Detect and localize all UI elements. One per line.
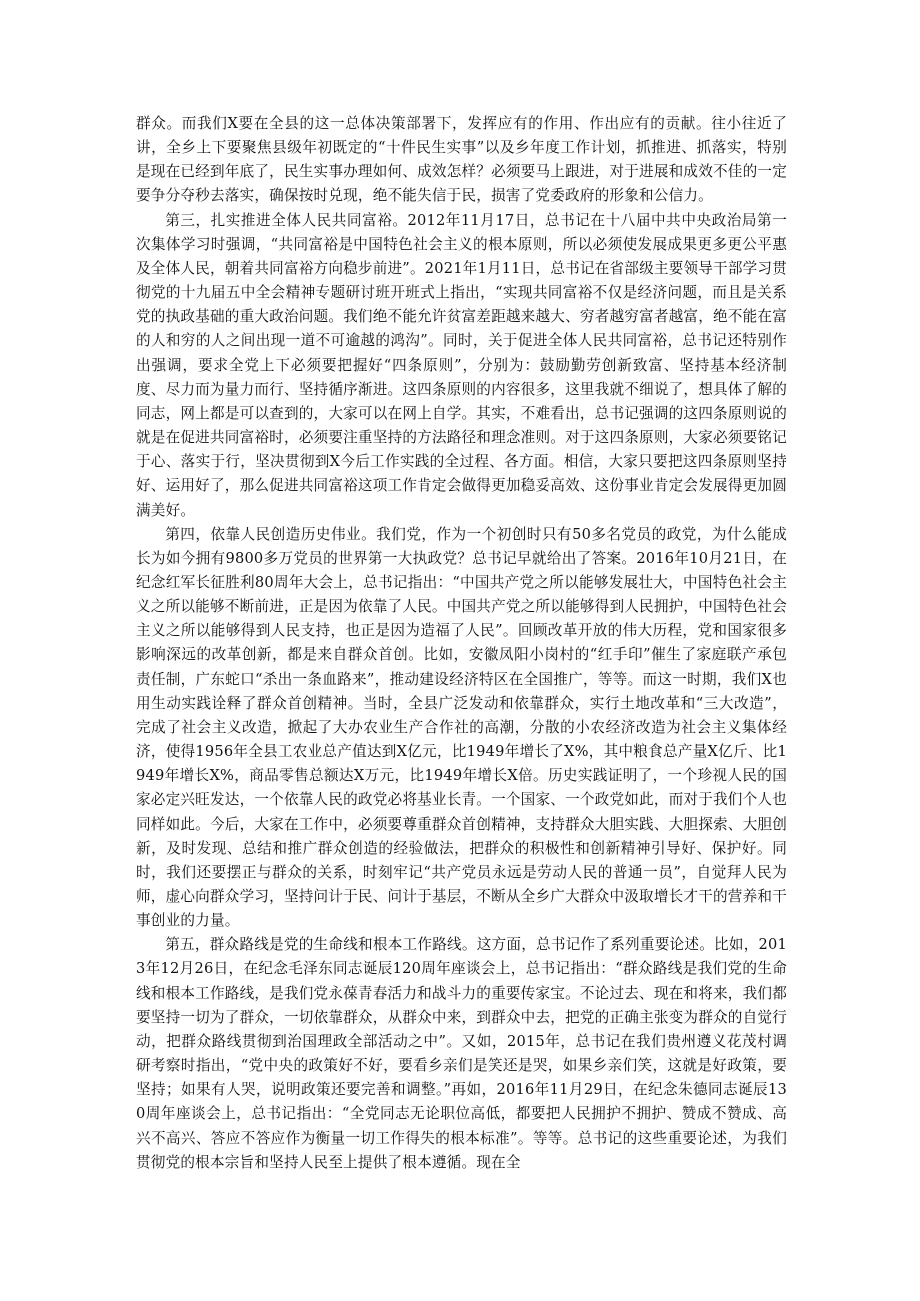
paragraph-continuation: 群众。而我们X要在全县的这一总体决策部署下，发挥应有的作用、作出应有的贡献。往小往近了讲，全乡上下要聚焦县级年初既定的“十件民生实事”以及乡年度工作计划，抓推进、抓落实，特别是现在已经到年底了，民生实事办理如何、成效怎样？必须要马上跟进，对于进展和成效不佳的一定要争分夺秒去落实，确保按时兑现，绝不能失信于民，损害了党委政府的形象和公信力。 — [136, 115, 787, 205]
paragraph-fifth-mass-line: 第五，群众路线是党的生命线和根本工作路线。这方面，总书记作了系列重要论述。比如，2013年12月26日，在纪念毛泽东同志诞辰120周年座谈会上，总书记指出：“群众路线是我们党的生命线和根本工作路线，是我们党永葆青春活力和战斗力的重要传家宝。不论过去、现在和将来，我们都要坚持一切为了群众，一切依靠群众，从群众中来，到群众中去，把党的正确主张变为群众的自觉行动，把群众路线贯彻到治国理政全部活动之中”。又如，2015年，总书记在我们贵州遵义花茂村调研考察时指出，“党中央的政策好不好，要看乡亲们是笑还是哭，如果乡亲们笑，这就是好政策，要坚持；如果有人哭，说明政策还要完善和调整。”再如，2016年11月29日，在纪念朱德同志诞辰130周年座谈会上，总书记指出：“全党同志无论职位高低，都要把人民拥护不拥护、赞成不赞成、高兴不高兴、答应不答应作为衡量一切工作得失的根本标准”。等等。总书记的这些重要论述，为我们贯彻党的根本宗旨和坚持人民至上提供了根本遵循。现在全 — [136, 936, 787, 1171]
paragraph-fourth-rely-on-people: 第四，依靠人民创造历史伟业。我们党，作为一个初创时只有50多名党员的政党，为什么能成长为如今拥有9800多万党员的世界第一大执政党？总书记早就给出了答案。2016年10月21日，在纪念红军长征胜利80周年大会上，总书记指出：“中国共产党之所以能够发展壮大，中国特色社会主义之所以能够不断前进，正是因为依靠了人民。中国共产党之所以能够得到人民拥护，中国特色社会主义之所以能够得到人民支持，也正是因为造福了人民”。回顾改革开放的伟大历程，党和国家很多影响深远的改革创新，都是来自群众首创。比如，安徽凤阳小岗村的“红手印”催生了家庭联产承包责任制，广东蛇口“杀出一条血路来”，推动建设经济特区在全国推广，等等。而这一时期，我们X也用生动实践诠释了群众首创精神。当时，全县广泛发动和依靠群众，实行土地改革和“三大改造”，完成了社会主义改造，掀起了大办农业生产合作社的高潮，分散的小农经济改造为社会主义集体经济，使得1956年全县工农业总产值达到X亿元，比1949年增长了X%，其中粮食总产量X亿斤、比1949年增长X%，商品零售总额达X万元，比1949年增长X倍。历史实践证明了，一个珍视人民的国家必定兴旺发达，一个依靠人民的政党必将基业长青。一个国家、一个政党如此，而对于我们个人也同样如此。今后，大家在工作中，必须要尊重群众首创精神，支持群众大胆实践、大胆探索、大胆创新，及时发现、总结和推广群众创造的经验做法，把群众的积极性和创新精神引导好、保护好。同时，我们还要摆正与群众的关系，时刻牢记“共产党员永远是劳动人民的普通一员”，自觉拜人民为师，虚心向群众学习，坚持问计于民、问计于基层，不断从全乡广大群众中汲取增长才干的营养和干事创业的力量。 — [136, 525, 787, 930]
document-body — [136, 112, 787, 1175]
paragraph-third-common-prosperity: 第三，扎实推进全体人民共同富裕。2012年11月17日，总书记在十八届中共中央政治局第一次集体学习时强调，“共同富裕是中国特色社会主义的根本原则，所以必须使发展成果更多更公平惠及全体人民，朝着共同富裕方向稳步前进”。2021年1月11日，总书记在省部级主要领导干部学习贯彻党的十九届五中全会精神专题研讨班开班式上指出，“实现共同富裕不仅是经济问题，而且是关系党的执政基础的重大政治问题。我们绝不能允许贫富差距越来越大、穷者越穷富者越富，绝不能在富的人和穷的人之间出现一道不可逾越的鸿沟”。同时，关于促进全体人民共同富裕，总书记还特别作出强调，要求全党上下必须要把握好“四条原则”，分别为：鼓励勤劳创新致富、坚持基本经济制度、尽力而为量力而行、坚持循序渐进。这四条原则的内容很多，这里我就不细说了，想具体了解的同志，网上都是可以查到的，大家可以在网上自学。其实，不难看出，总书记强调的这四条原则说的就是在促进共同富裕时，必须要注重坚持的方法路径和理念准则。对于这四条原则，大家必须要铭记于心、落实于行，坚决贯彻到X今后工作实践的全过程、各方面。相信，大家只要把这四条原则坚持好、运用好了，那么促进共同富裕这项工作肯定会做得更加稳妥高效、这份事业肯定会发展得更加圆满美好。 — [136, 211, 788, 519]
